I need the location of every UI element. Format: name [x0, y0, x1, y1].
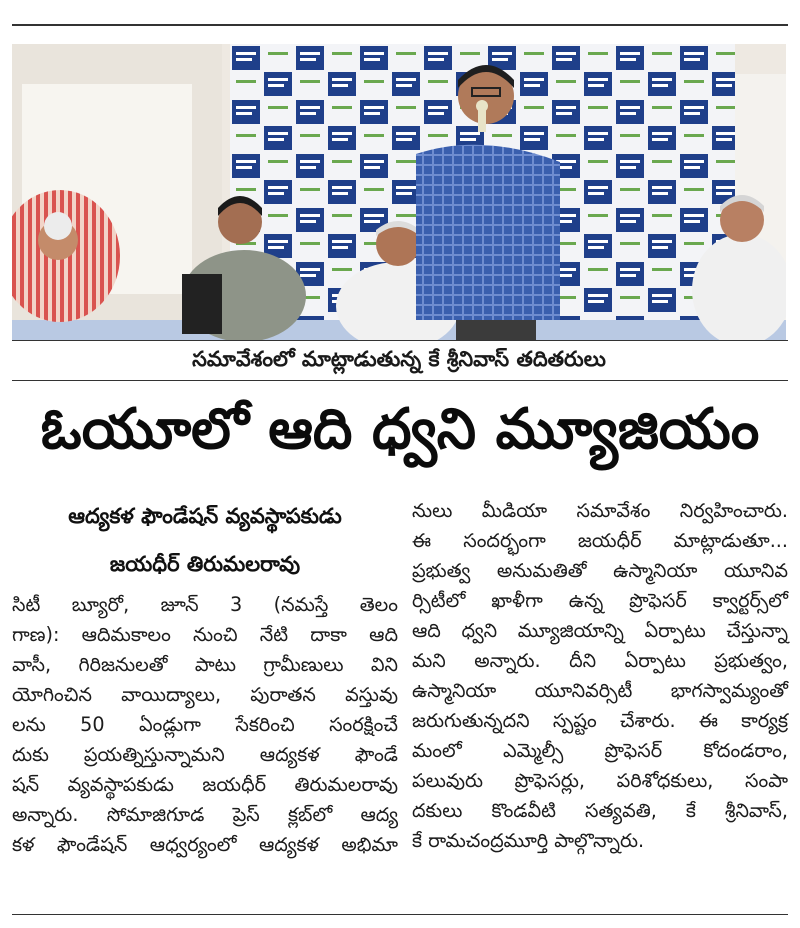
article-line: దకులు కొండవీటి సత్యవతి, కే శ్రీనివాస్,: [412, 799, 788, 822]
news-photo: [12, 44, 786, 340]
article-line: నులు మీడియా సమావేశం నిర్వహించారు.: [412, 499, 788, 522]
article-left-column: [12, 590, 398, 860]
caption-rule: [12, 380, 788, 381]
article-line: పలువురు ప్రొఫెసర్లు, పరిశోధకులు, సంపా: [412, 769, 788, 792]
article-line: ఉస్మానియా యూనివర్సిటీ భాగస్వామ్యంతో: [412, 679, 788, 702]
article-line: గాణ): ఆదిమకాలం నుంచి నేటి దాకా ఆది: [12, 623, 398, 646]
article-line: కే రామచంద్రమూర్తి పాల్గొన్నారు.: [412, 829, 645, 852]
article-line: ఆది ధ్వని మ్యూజియాన్ని ఏర్పాటు చేస్తున్నా: [412, 619, 788, 642]
article-line: యోగించిన వాయిద్యాలు, పురాతన వస్తువు: [12, 683, 398, 706]
article-right-column: [412, 496, 788, 856]
photo-caption: సమావేశంలో మాట్లాడుతున్న కే శ్రీనివాస్ తదితరులు: [192, 347, 606, 371]
article-line: ఈ సందర్భంగా జయధీర్ మాట్లాడుతూ...: [412, 529, 788, 552]
top-rule: [12, 24, 788, 26]
article-line: లను 50 ఏండ్లుగా సేకరించి సంరక్షించే: [12, 713, 398, 736]
article-line: మని అన్నారు. దీని ఏర్పాటు ప్రభుత్వం,: [412, 649, 788, 672]
article-line: మంలో ఎమ్మెల్సీ ప్రొఫెసర్ కోదండరాం,: [412, 739, 788, 762]
article-line: అన్నారు. సోమాజిగూడ ప్రెస్ క్లబ్‌లో ఆద్య: [12, 803, 398, 826]
photo-bottom-rule: [12, 340, 788, 341]
headline: ఓయూలో ఆది ధ్వని మ్యూజియం: [40, 397, 760, 462]
article-line: షన్ వ్యవస్థాపకుడు జయధీర్ తిరుమలరావు: [12, 773, 398, 796]
bottom-rule: [12, 914, 788, 915]
article-line: దుకు ప్రయత్నిస్తున్నామని ఆద్యకళ ఫౌండే: [12, 743, 398, 766]
subhead-line-1: ఆద్యకళ ఫౌండేషన్ వ్యవస్థాపకుడు: [68, 504, 342, 528]
article-line: సిటీ బ్యూరో, జూన్ 3 (నమస్తే తెలం: [12, 593, 398, 616]
article-line: ప్రభుత్వ అనుమతితో ఉస్మానియా యూనివ: [412, 559, 788, 582]
article-line: కళ ఫౌండేషన్ ఆధ్వర్యంలో ఆద్యకళ అభిమా: [12, 833, 398, 856]
article-line: ర్సిటీలో ఖాళీగా ఉన్న ప్రొఫెసర్ క్వార్టర్స్‌లో: [412, 589, 788, 612]
subhead-line-2: జయధీర్ తిరుమలరావు: [109, 552, 301, 576]
article-line: జరుగుతున్నదని స్పష్టం చేశారు. ఈ కార్యక్ర: [412, 709, 788, 732]
article-line: వాసీ, గిరిజనులతో పాటు గ్రామీణులు విని: [12, 653, 398, 676]
